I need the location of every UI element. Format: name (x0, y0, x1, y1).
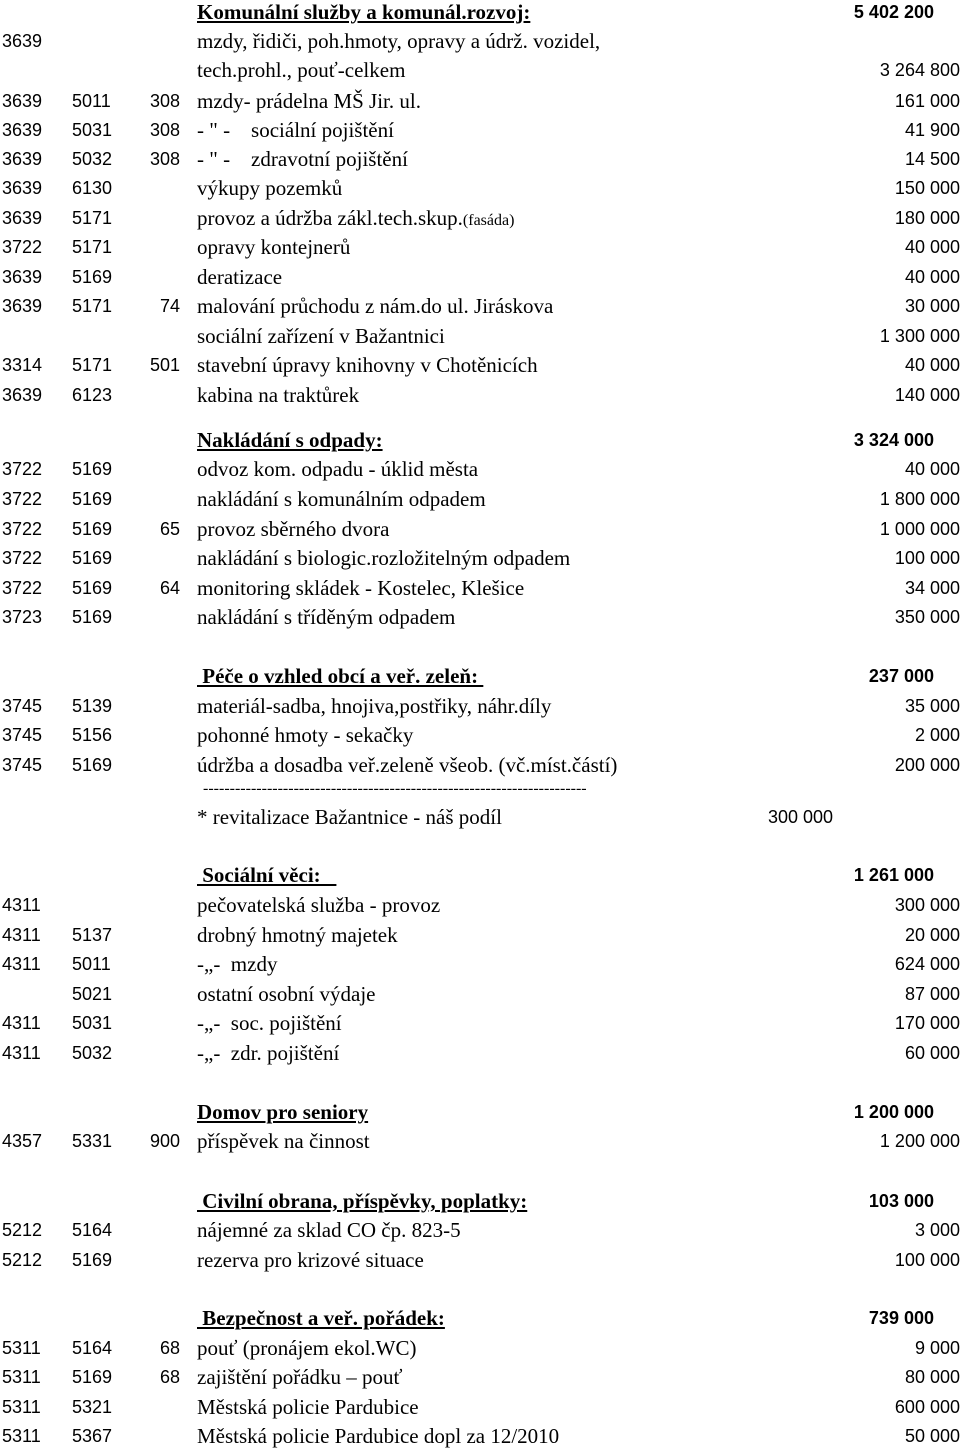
table-row (0, 145, 960, 174)
paragraph-code: 5311 (2, 1397, 41, 1417)
section-total: 237 000 (868, 666, 934, 686)
item-amount: 40 000 (904, 237, 960, 257)
section-heading-row (0, 662, 960, 691)
paragraph-code: 3639 (2, 31, 43, 51)
item-code: 5169 (72, 519, 113, 539)
table-row (0, 1246, 960, 1275)
item-amount: 1 800 000 (879, 489, 960, 509)
item-amount: 2 000 (914, 725, 960, 745)
note-amount: 300 000 (768, 807, 834, 827)
section-heading: Bezpečnost a veř. pořádek: (197, 1306, 445, 1330)
item-code: 5169 (72, 1250, 113, 1270)
item-description: kabina na traktůrek (197, 383, 360, 407)
item-description: nakládání s komunálním odpadem (197, 487, 486, 511)
section-heading: Komunální služby a komunál.rozvoj: (197, 0, 531, 24)
org-code: 308 (149, 120, 180, 140)
table-row (0, 544, 960, 573)
item-code: 5169 (72, 548, 113, 568)
section-total: 5 402 200 (853, 2, 934, 22)
paragraph-code: 5311 (2, 1338, 41, 1358)
table-row (0, 1127, 960, 1156)
item-description: drobný hmotný majetek (197, 923, 398, 947)
item-description: materiál-sadba, hnojiva,postřiky, náhr.díly (197, 694, 552, 718)
paragraph-code: 3745 (2, 725, 43, 745)
paragraph-code: 3723 (2, 607, 43, 627)
item-amount: 40 000 (904, 267, 960, 287)
item-description: Městská policie Pardubice (197, 1395, 419, 1419)
paragraph-code: 3722 (2, 578, 43, 598)
section-total: 103 000 (868, 1191, 934, 1211)
item-amount: 30 000 (904, 296, 960, 316)
item-code: 5169 (72, 267, 113, 287)
org-code: 74 (159, 296, 180, 316)
item-code: 5169 (72, 755, 113, 775)
paragraph-code: 4311 (2, 1013, 41, 1033)
item-amount: 100 000 (894, 1250, 960, 1270)
paragraph-code: 3722 (2, 459, 43, 479)
item-description: - " - zdravotní pojištění (197, 147, 408, 171)
item-description: nakládání s biologic.rozložitelným odpadem (197, 546, 571, 570)
section-heading-row (0, 1187, 960, 1216)
org-code: 68 (159, 1367, 180, 1387)
org-code: 900 (149, 1131, 180, 1151)
item-description: pohonné hmoty - sekačky (197, 723, 414, 747)
table-row (0, 381, 960, 410)
paragraph-code: 5311 (2, 1367, 41, 1387)
note-row (0, 803, 960, 832)
org-code: 308 (149, 149, 180, 169)
item-code: 5032 (72, 149, 113, 169)
item-description: - " - sociální pojištění (197, 118, 394, 142)
paragraph-code: 3314 (2, 355, 43, 375)
paragraph-code: 4311 (2, 954, 41, 974)
item-code: 5011 (72, 91, 111, 111)
item-code: 5021 (72, 984, 113, 1004)
separator-row (0, 774, 960, 803)
table-row (0, 204, 960, 233)
item-code: 5031 (72, 1013, 113, 1033)
item-description: Městská policie Pardubice dopl za 12/2010 (197, 1424, 560, 1448)
item-amount: 100 000 (894, 548, 960, 568)
paragraph-code: 5311 (2, 1426, 41, 1446)
item-description: ostatní osobní výdaje (197, 982, 376, 1006)
item-code: 5171 (72, 208, 113, 228)
item-code: 6123 (72, 385, 113, 405)
section-total: 3 324 000 (853, 430, 934, 450)
item-description: mzdy- prádelna MŠ Jir. ul. (197, 89, 421, 113)
table-row (0, 721, 960, 750)
table-row (0, 603, 960, 632)
paragraph-code: 3639 (2, 178, 43, 198)
item-code: 5169 (72, 607, 113, 627)
item-amount: 20 000 (904, 925, 960, 945)
item-amount: 161 000 (894, 91, 960, 111)
section-heading-row (0, 0, 960, 27)
item-amount: 87 000 (904, 984, 960, 1004)
item-description: -„- mzdy (197, 952, 278, 976)
table-row (0, 263, 960, 292)
paragraph-code: 4311 (2, 895, 41, 915)
item-code: 5032 (72, 1043, 113, 1063)
org-code: 501 (149, 355, 180, 375)
item-description: -„- soc. pojištění (197, 1011, 342, 1035)
org-code: 308 (149, 91, 180, 111)
item-amount: 150 000 (894, 178, 960, 198)
item-amount: 14 500 (904, 149, 960, 169)
item-description: pečovatelská služba - provoz (197, 893, 441, 917)
dashed-separator: ------------------------------------------------------------------------ (203, 780, 587, 797)
item-amount: 140 000 (894, 385, 960, 405)
table-row (0, 1363, 960, 1392)
item-amount: 180 000 (894, 208, 960, 228)
paragraph-code: 3722 (2, 237, 43, 257)
paragraph-code: 3639 (2, 296, 43, 316)
item-description: opravy kontejnerů (197, 235, 351, 259)
item-code: 6130 (72, 178, 113, 198)
table-row (0, 950, 960, 979)
item-code: 5171 (72, 355, 113, 375)
table-row (0, 692, 960, 721)
item-description: údržba a dosadba veř.zeleně všeob. (vč.míst.částí) (197, 753, 618, 777)
item-code: 5171 (72, 296, 113, 316)
table-row (0, 921, 960, 950)
item-amount: 300 000 (894, 895, 960, 915)
section-total: 739 000 (868, 1308, 934, 1328)
item-amount: 40 000 (904, 459, 960, 479)
section-heading-row (0, 861, 960, 890)
section-heading-row (0, 1098, 960, 1127)
paragraph-code: 3722 (2, 519, 43, 539)
table-row (0, 56, 960, 85)
org-code: 64 (159, 578, 180, 598)
item-code: 5164 (72, 1220, 113, 1240)
section-heading: Sociální věci: (197, 863, 337, 887)
table-row (0, 1039, 960, 1068)
table-row (0, 292, 960, 321)
paragraph-code: 3639 (2, 91, 43, 111)
item-code: 5169 (72, 1367, 113, 1387)
item-description: rezerva pro krizové situace (197, 1248, 424, 1272)
item-code: 5139 (72, 696, 113, 716)
table-row (0, 574, 960, 603)
item-description: mzdy, řidiči, poh.hmoty, opravy a údrž. vozidel, (197, 29, 601, 53)
section-heading-row (0, 426, 960, 455)
org-code: 68 (159, 1338, 180, 1358)
item-amount: 624 000 (894, 954, 960, 974)
item-description: -„- zdr. pojištění (197, 1041, 340, 1065)
paragraph-code: 4311 (2, 1043, 41, 1063)
table-row (0, 233, 960, 262)
item-amount: 600 000 (894, 1397, 960, 1417)
section-total: 1 200 000 (853, 1102, 934, 1122)
paragraph-code: 5212 (2, 1220, 43, 1240)
item-code: 5367 (72, 1426, 113, 1446)
paragraph-code: 3639 (2, 385, 43, 405)
section-total: 1 261 000 (853, 865, 934, 885)
item-code: 5331 (72, 1131, 113, 1151)
section-heading: Domov pro seniory (197, 1100, 369, 1124)
table-row (0, 87, 960, 116)
item-code: 5169 (72, 459, 113, 479)
item-amount: 9 000 (914, 1338, 960, 1358)
table-row (0, 980, 960, 1009)
item-amount: 1 000 000 (879, 519, 960, 539)
item-code: 5031 (72, 120, 113, 140)
item-description-note: (fasáda) (462, 212, 515, 229)
table-row (0, 1422, 960, 1451)
paragraph-code: 3639 (2, 149, 43, 169)
item-amount: 35 000 (904, 696, 960, 716)
paragraph-code: 3639 (2, 267, 43, 287)
table-row (0, 322, 960, 351)
item-description: odvoz kom. odpadu - úklid města (197, 457, 479, 481)
table-row (0, 1216, 960, 1245)
item-code: 5137 (72, 925, 113, 945)
item-amount: 60 000 (904, 1043, 960, 1063)
item-code: 5156 (72, 725, 113, 745)
item-description: nájemné za sklad CO čp. 823-5 (197, 1218, 461, 1242)
section-heading: Nakládání s odpady: (197, 428, 383, 452)
note-text: * revitalizace Bažantnice - náš podíl (197, 805, 502, 829)
table-row (0, 515, 960, 544)
paragraph-code: 3745 (2, 696, 43, 716)
item-description-main: provoz a údržba zákl.tech.skup. (197, 206, 463, 230)
item-description: stavební úpravy knihovny v Chotěnicích (197, 353, 538, 377)
item-amount: 200 000 (894, 755, 960, 775)
item-description: deratizace (197, 265, 283, 289)
item-amount: 1 300 000 (879, 326, 960, 346)
item-description: nakládání s tříděným odpadem (197, 605, 456, 629)
item-amount: 40 000 (904, 355, 960, 375)
item-amount: 170 000 (894, 1013, 960, 1033)
table-row (0, 455, 960, 484)
item-amount: 350 000 (894, 607, 960, 627)
table-row (0, 351, 960, 380)
table-row (0, 1393, 960, 1422)
section-heading: Civilní obrana, příspěvky, poplatky: (197, 1189, 528, 1213)
item-description: sociální zařízení v Bažantnici (197, 324, 445, 348)
item-code: 5169 (72, 578, 113, 598)
item-description: příspěvek na činnost (197, 1129, 370, 1153)
item-description: tech.prohl., pouť-celkem (197, 58, 406, 82)
table-row (0, 116, 960, 145)
paragraph-code: 3639 (2, 208, 43, 228)
org-code: 65 (159, 519, 180, 539)
table-row (0, 1009, 960, 1038)
item-description: výkupy pozemků (197, 176, 343, 200)
table-row (0, 174, 960, 203)
item-description: monitoring skládek - Kostelec, Klešice (197, 576, 525, 600)
item-amount: 3 000 (914, 1220, 960, 1240)
table-row (0, 891, 960, 920)
item-description: provoz sběrného dvora (197, 517, 390, 541)
item-amount: 1 200 000 (879, 1131, 960, 1151)
paragraph-code: 3722 (2, 548, 43, 568)
item-amount: 41 900 (904, 120, 960, 140)
item-description (197, 204, 514, 235)
item-amount: 3 264 800 (879, 60, 960, 80)
paragraph-code: 3639 (2, 120, 43, 140)
paragraph-code: 3722 (2, 489, 43, 509)
item-description: pouť (pronájem ekol.WC) (197, 1336, 417, 1360)
item-code: 5321 (72, 1397, 113, 1417)
section-heading: Péče o vzhled obcí a veř. zeleň: (197, 664, 484, 688)
paragraph-code: 4311 (2, 925, 41, 945)
paragraph-code: 5212 (2, 1250, 43, 1270)
table-row (0, 1334, 960, 1363)
paragraph-code: 3745 (2, 755, 43, 775)
table-row (0, 485, 960, 514)
paragraph-code: 4357 (2, 1131, 43, 1151)
section-heading-row (0, 1304, 960, 1333)
item-description: malování průchodu z nám.do ul. Jiráskova (197, 294, 554, 318)
item-code: 5171 (72, 237, 113, 257)
item-code: 5169 (72, 489, 113, 509)
item-amount: 34 000 (904, 578, 960, 598)
item-amount: 80 000 (904, 1367, 960, 1387)
table-row (0, 27, 960, 56)
item-code: 5164 (72, 1338, 113, 1358)
item-code: 5011 (72, 954, 111, 974)
item-amount: 50 000 (904, 1426, 960, 1446)
item-description: zajištění pořádku – pouť (197, 1365, 403, 1389)
